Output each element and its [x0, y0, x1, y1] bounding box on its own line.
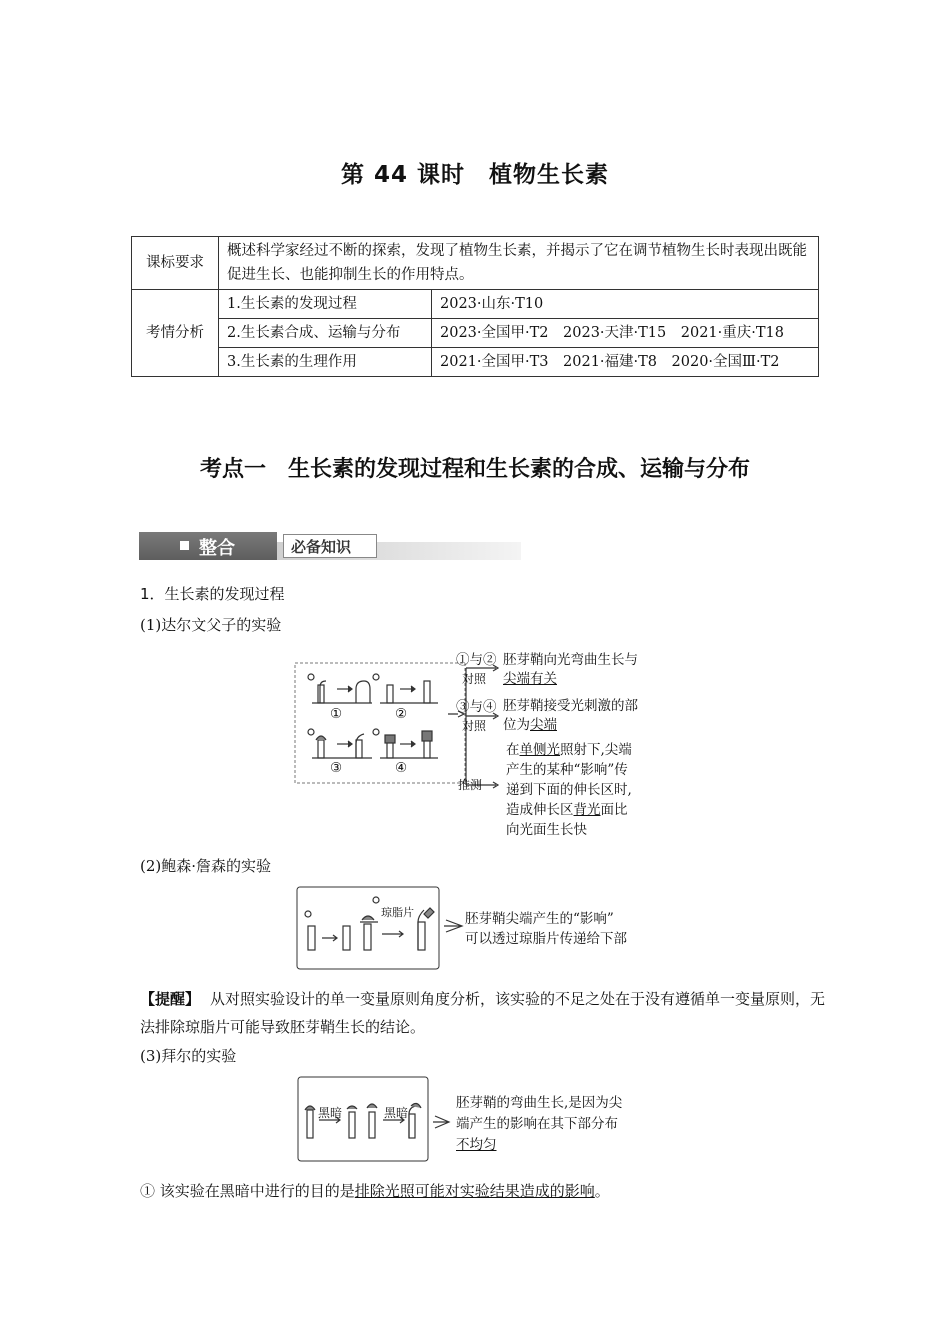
- heading-1: 1．生长素的发现过程: [140, 585, 285, 603]
- reminder-paragraph: [140, 985, 830, 1041]
- exp1-label-4: ④: [395, 760, 408, 776]
- table-header-analysis: 考情分析: [132, 290, 219, 377]
- section-title: 考点一 生长素的发现过程和生长素的合成、运输与分布: [199, 457, 750, 482]
- curriculum-table: [131, 236, 819, 377]
- table-refs: 2023·全国甲·T2 2023·天津·T15 2021·重庆·T18: [432, 319, 819, 348]
- exp1-label-3: ③: [330, 760, 343, 776]
- exp1-label-1: ①: [330, 706, 343, 722]
- cmp2-sub: 对照: [462, 719, 487, 733]
- cmp2-text-a: 胚芽鞘接受光刺激的部: [503, 698, 638, 714]
- boysen-jensen-figure: [296, 886, 476, 972]
- table-header-requirement: 课标要求: [132, 237, 219, 290]
- cmp2-label: ③与④: [456, 699, 497, 715]
- cmp2-text-b-u: 尖端: [530, 717, 557, 733]
- section-banner: [139, 532, 521, 560]
- exp1-heading: (1)达尔文父子的实验: [140, 616, 282, 634]
- cmp1-text-a: 胚芽鞘向光弯曲生长与: [503, 652, 638, 668]
- requirement-text: 概述科学家经过不断的探索，发现了植物生长素，并揭示了它在调节植物生长时表现出既能促进生长、也能抑制生长的作用特点。: [219, 237, 819, 290]
- cmp1-label: ①与②: [456, 652, 497, 668]
- cmp2-text-b-pre: 位为: [503, 717, 530, 733]
- infer-label: 推测: [458, 778, 483, 792]
- infer-text: 在单侧光照射下,尖端 产生的某种“影响”传 递到下面的伸长区时, 造成伸长区背光面比 向光面生长快: [506, 742, 632, 838]
- dark-label-2: 黑暗: [384, 1106, 409, 1120]
- exp2-text-a: 胚芽鞘尖端产生的“影响”: [465, 911, 614, 927]
- reminder-label: 【提醒】: [140, 990, 201, 1008]
- exp1-label-2: ②: [395, 706, 408, 722]
- table-refs: 2023·山东·T10: [432, 290, 819, 319]
- exp3-text: 胚芽鞘的弯曲生长,是因为尖 端产生的影响在其下部分布 不均匀: [456, 1095, 623, 1153]
- cmp1-text-b: 尖端有关: [503, 671, 557, 687]
- square-icon: [180, 541, 189, 550]
- reminder-text: 从对照实验设计的单一变量原则角度分析，该实验的不足之处在于没有遵循单一变量原则，无法排除琼脂片可能导致胚芽鞘生长的结论。: [140, 990, 826, 1036]
- note-paragraph: ① 该实验在黑暗中进行的目的是排除光照可能对实验结果造成的影响。: [140, 1182, 610, 1200]
- banner-main-label: 整合: [199, 538, 235, 559]
- exp3-heading: (3)拜尔的实验: [140, 1047, 237, 1065]
- table-topic: 1.生长素的发现过程: [219, 290, 432, 319]
- agar-label: 琼脂片: [381, 906, 414, 919]
- dark-label-1: 黑暗: [318, 1106, 343, 1120]
- table-topic: 3.生长素的生理作用: [219, 348, 432, 377]
- exp2-text-b: 可以透过琼脂片传递给下部: [465, 931, 627, 947]
- table-topic: 2.生长素合成、运输与分布: [219, 319, 432, 348]
- cmp1-sub: 对照: [462, 672, 487, 686]
- page-title: 第 44 课时 植物生长素: [340, 162, 610, 188]
- banner-sub-label: 必备知识: [291, 538, 352, 556]
- exp2-heading: (2)鲍森·詹森的实验: [140, 857, 272, 875]
- table-refs: 2021·全国甲·T3 2021·福建·T8 2020·全国Ⅲ·T2: [432, 348, 819, 377]
